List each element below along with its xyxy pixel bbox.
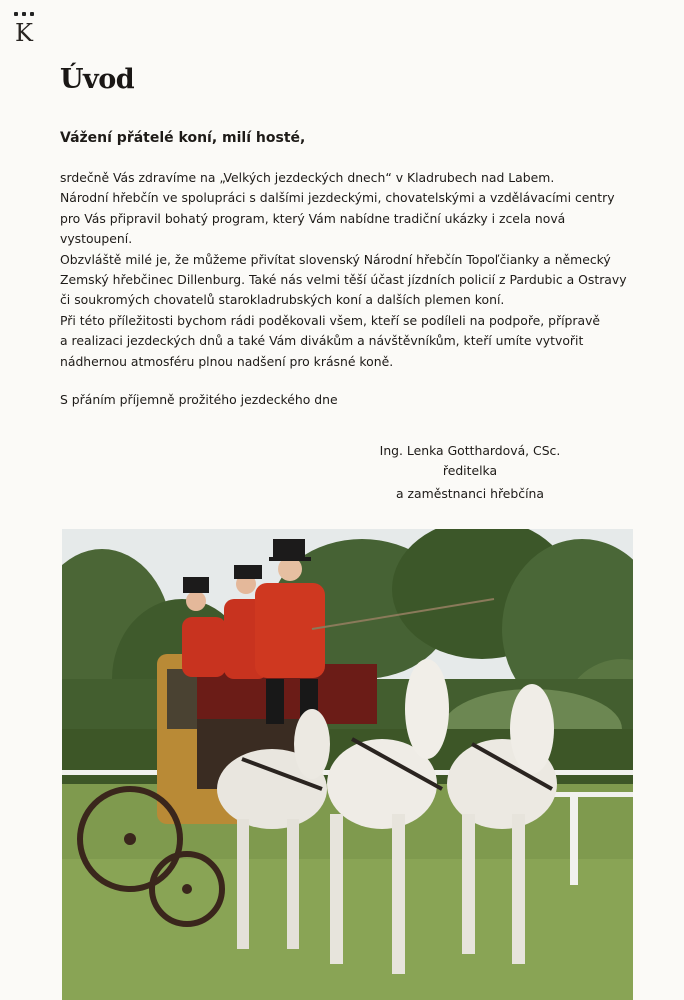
salutation: Vážení přátelé koní, milí hosté, — [60, 130, 306, 146]
page-title: Úvod — [60, 64, 135, 95]
signature-role: ředitelka — [442, 463, 498, 478]
body-line: pro Vás připravil bohatý program, který Vám nabídne tradiční ukázky i zcela nová — [60, 210, 566, 226]
body-line: vystoupení. — [60, 231, 133, 247]
logo-crown-dots — [12, 12, 36, 18]
body-line: Obzvláště milé je, že můžeme přivítat slovenský Národní hřebčín Topoľčianky a německý — [60, 251, 611, 267]
closing-line: S přáním příjemně prožitého jezdeckého dne — [60, 392, 338, 407]
logo-letter: K — [15, 19, 33, 47]
signature-staff: a zaměstnanci hřebčína — [396, 486, 544, 501]
carriage-photo — [62, 529, 633, 1000]
body-line: srdečně Vás zdravíme na „Velkých jezdeckých dnech“ v Kladrubech nad Labem. — [60, 170, 555, 185]
carriage-photo-illustration — [62, 529, 633, 1000]
body-line: nádhernou atmosféru plnou nadšení pro krásné koně. — [60, 353, 394, 369]
body-line: Zemský hřebčinec Dillenburg. Také nás velmi těší účast jízdních policií z Pardubic a Ostravy — [60, 272, 627, 288]
body-text — [60, 168, 650, 372]
logo — [12, 12, 36, 48]
body-line: Národní hřebčín ve spolupráci s dalšími jezdeckými, chovatelskými a vzdělávacími centry — [60, 190, 615, 206]
body-line: Při této příležitosti bychom rádi poděkovali všem, kteří se podíleli na podpoře, přípravě — [60, 312, 601, 328]
body-line: a realizaci jezdeckých dnů a také Vám divákům a návštěvníkům, kteří umíte vytvořit — [60, 333, 584, 349]
body-line: či soukromých chovatelů starokladrubských koní a dalších plemen koní. — [60, 292, 505, 308]
signature-block — [360, 441, 580, 504]
signature-name: Ing. Lenka Gotthardová, CSc. — [379, 443, 561, 458]
